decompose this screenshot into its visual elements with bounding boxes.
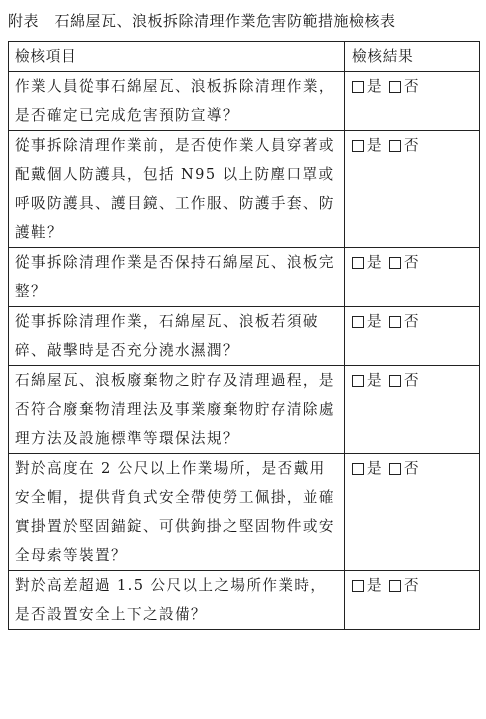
no-checkbox[interactable] — [389, 81, 401, 93]
option-no[interactable] — [389, 72, 420, 101]
check-result-cell — [345, 454, 480, 571]
no-checkbox[interactable] — [389, 257, 401, 269]
yes-label: 是 — [367, 460, 383, 477]
check-result-cell — [345, 248, 480, 307]
yes-checkbox[interactable] — [352, 257, 364, 269]
option-no[interactable] — [389, 248, 420, 277]
no-label: 否 — [404, 137, 420, 154]
no-label: 否 — [404, 372, 420, 389]
option-yes[interactable] — [352, 72, 383, 101]
table-row — [9, 307, 480, 366]
check-item-text: 從事拆除清理作業是否保持石綿屋瓦、浪板完整？ — [9, 248, 345, 307]
table-row — [9, 571, 480, 630]
yes-label: 是 — [367, 577, 383, 594]
yes-checkbox[interactable] — [352, 375, 364, 387]
yes-checkbox[interactable] — [352, 140, 364, 152]
header-check-result: 檢核結果 — [345, 42, 480, 72]
table-row — [9, 131, 480, 248]
yes-label: 是 — [367, 372, 383, 389]
option-yes[interactable] — [352, 131, 383, 160]
check-item-text: 作業人員從事石綿屋瓦、浪板拆除清理作業，是否確定已完成危害預防宣導？ — [9, 72, 345, 131]
table-row — [9, 454, 480, 571]
option-yes[interactable] — [352, 571, 383, 600]
check-item-text: 對於高差超過 1.5 公尺以上之場所作業時，是否設置安全上下之設備？ — [9, 571, 345, 630]
option-no[interactable] — [389, 131, 420, 160]
check-item-text: 石綿屋瓦、浪板廢棄物之貯存及清理過程，是否符合廢棄物清理法及事業廢棄物貯存清除處理方法及設施標準等環保法規？ — [9, 366, 345, 454]
yes-label: 是 — [367, 313, 383, 330]
yes-checkbox[interactable] — [352, 316, 364, 328]
check-item-text: 對於高度在 2 公尺以上作業場所，是否戴用安全帽，提供背負式安全帶使勞工佩掛，並確實掛置於堅固錨錠、可供鉤掛之堅固物件或安全母索等裝置？ — [9, 454, 345, 571]
check-item-text: 從事拆除清理作業前，是否使作業人員穿著或配戴個人防護具，包括 N95 以上防塵口罩或呼吸防護具、護目鏡、工作服、防護手套、防護鞋？ — [9, 131, 345, 248]
yes-label: 是 — [367, 137, 383, 154]
header-check-item: 檢核項目 — [9, 42, 345, 72]
yes-checkbox[interactable] — [352, 463, 364, 475]
check-result-cell — [345, 307, 480, 366]
no-checkbox[interactable] — [389, 375, 401, 387]
table-row — [9, 248, 480, 307]
no-label: 否 — [404, 577, 420, 594]
option-no[interactable] — [389, 571, 420, 600]
option-yes[interactable] — [352, 307, 383, 336]
header-row — [9, 42, 480, 72]
option-no[interactable] — [389, 366, 420, 395]
check-item-text: 從事拆除清理作業，石綿屋瓦、浪板若須破碎、敲擊時是否充分澆水濕潤？ — [9, 307, 345, 366]
yes-label: 是 — [367, 78, 383, 95]
no-checkbox[interactable] — [389, 580, 401, 592]
no-label: 否 — [404, 313, 420, 330]
no-checkbox[interactable] — [389, 463, 401, 475]
page-title: 附表 石綿屋瓦、浪板拆除清理作業危害防範措施檢核表 — [8, 12, 396, 30]
table-row — [9, 366, 480, 454]
yes-checkbox[interactable] — [352, 81, 364, 93]
yes-label: 是 — [367, 254, 383, 271]
check-result-cell — [345, 72, 480, 131]
option-yes[interactable] — [352, 454, 383, 483]
option-no[interactable] — [389, 307, 420, 336]
no-checkbox[interactable] — [389, 316, 401, 328]
no-label: 否 — [404, 254, 420, 271]
no-checkbox[interactable] — [389, 140, 401, 152]
no-label: 否 — [404, 78, 420, 95]
option-no[interactable] — [389, 454, 420, 483]
check-result-cell — [345, 571, 480, 630]
no-label: 否 — [404, 460, 420, 477]
yes-checkbox[interactable] — [352, 580, 364, 592]
option-yes[interactable] — [352, 248, 383, 277]
table-row — [9, 72, 480, 131]
check-result-cell — [345, 366, 480, 454]
option-yes[interactable] — [352, 366, 383, 395]
checklist-table — [8, 41, 480, 630]
check-result-cell — [345, 131, 480, 248]
